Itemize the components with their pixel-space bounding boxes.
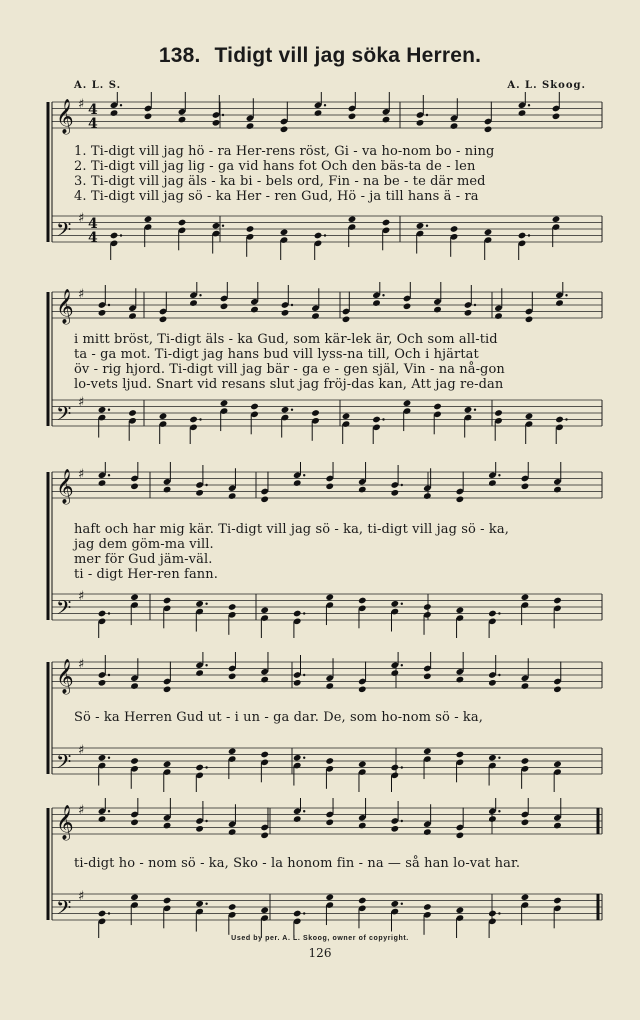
- treble-clef-icon: 𝄞: [56, 469, 74, 504]
- note-head: [212, 222, 221, 230]
- note-head: [348, 113, 357, 121]
- note-head: [342, 412, 351, 420]
- dot-mark: [303, 757, 305, 759]
- note-head: [456, 606, 465, 614]
- note-head: [423, 903, 432, 911]
- lyric-line: ti - digt Her-ren fann.: [74, 567, 218, 582]
- note-head: [450, 122, 459, 130]
- sharp-icon: ♯: [78, 588, 85, 604]
- note-head: [98, 754, 107, 762]
- note-head: [484, 228, 493, 236]
- note-head: [228, 828, 237, 836]
- note-head: [456, 751, 465, 759]
- copyright-note: Used by per. A. L. Skoog, owner of copyright.: [231, 935, 409, 942]
- note-head: [488, 754, 497, 762]
- note-head: [98, 406, 107, 414]
- note-head: [390, 600, 399, 608]
- note-head: [178, 219, 187, 227]
- sharp-icon: ♯: [78, 742, 85, 758]
- note-head: [416, 222, 425, 230]
- note-head: [163, 486, 172, 494]
- note-head: [311, 409, 320, 417]
- note-head: [260, 906, 269, 914]
- note-head: [128, 312, 137, 320]
- note-head: [250, 306, 259, 314]
- dot-mark: [222, 225, 224, 227]
- music-system-3: [44, 462, 604, 638]
- note-head: [159, 316, 168, 324]
- sharp-icon: ♯: [78, 888, 85, 904]
- note-head: [416, 119, 425, 127]
- dot-mark: [565, 294, 567, 296]
- note-head: [195, 600, 204, 608]
- lyric-line: lo-vets ljud. Snart vid resans slut jag fröj-das kan, Att jag re-dan: [74, 377, 504, 392]
- note-head: [390, 489, 399, 497]
- dot-mark: [382, 418, 384, 420]
- music-system-5: [44, 798, 604, 938]
- dot-mark: [199, 418, 201, 420]
- note-head: [358, 597, 367, 605]
- sharp-icon: ♯: [78, 802, 85, 818]
- note-head: [228, 903, 237, 911]
- note-head: [494, 409, 503, 417]
- dot-mark: [498, 612, 500, 614]
- note-head: [456, 906, 465, 914]
- note-head: [372, 299, 381, 307]
- note-head: [553, 486, 562, 494]
- note-head: [98, 610, 107, 618]
- note-head: [488, 910, 497, 918]
- dot-mark: [108, 409, 110, 411]
- dot-mark: [528, 234, 530, 236]
- note-head: [280, 126, 289, 134]
- note-head: [521, 682, 530, 690]
- note-head: [456, 676, 465, 684]
- note-head: [423, 747, 432, 755]
- note-head: [130, 682, 139, 690]
- note-head: [555, 299, 564, 307]
- note-head: [488, 815, 497, 823]
- lyric-line: ta - ga mot. Ti-digt jag hans bud vill lyss-na till, Och i hjärtat: [74, 347, 479, 362]
- dot-mark: [291, 409, 293, 411]
- note-head: [525, 316, 534, 324]
- sharp-icon: ♯: [78, 466, 85, 482]
- bass-clef-icon: 𝄢: [56, 750, 72, 778]
- lyric-line: ti-digt ho - nom sö - ka, Sko - la honom fin - na — så han lo-vat har.: [74, 856, 521, 871]
- time-signature-bottom: 4: [88, 230, 98, 246]
- note-head: [228, 673, 237, 681]
- dot-mark: [108, 757, 110, 759]
- music-system-2: [44, 282, 604, 444]
- note-head: [433, 403, 442, 411]
- note-head: [260, 606, 269, 614]
- composer-credit: A. L. Skoog.: [507, 80, 586, 91]
- note-head: [450, 225, 459, 233]
- note-head: [128, 409, 137, 417]
- lyric-line: Sö - ka Herren Gud ut - i un - ga dar. De, som ho-nom sö - ka,: [74, 710, 483, 725]
- note-head: [521, 483, 530, 491]
- note-head: [553, 822, 562, 830]
- lyric-line: 4. Ti-digt vill jag sö - ka Her - ren Gud, Hö - ja till hans ä - ra: [74, 189, 479, 204]
- dot-mark: [401, 664, 403, 666]
- note-head: [358, 897, 367, 905]
- hymn-title-text: Tidigt vill jag söka Herren.: [214, 44, 482, 67]
- note-head: [314, 109, 323, 117]
- note-head: [521, 819, 530, 827]
- note-head: [390, 900, 399, 908]
- dot-mark: [108, 912, 110, 914]
- note-head: [464, 406, 473, 414]
- bass-clef-icon: 𝄢: [56, 596, 72, 624]
- note-head: [144, 113, 153, 121]
- note-head: [260, 676, 269, 684]
- note-head: [246, 225, 255, 233]
- note-head: [553, 686, 562, 694]
- bass-clef-icon: 𝄢: [56, 896, 72, 924]
- lyric-line: jag dem göm-ma vill.: [74, 537, 214, 552]
- note-head: [293, 815, 302, 823]
- dot-mark: [324, 104, 326, 106]
- note-head: [390, 825, 399, 833]
- dot-mark: [205, 820, 207, 822]
- note-head: [98, 910, 107, 918]
- dot-mark: [382, 294, 384, 296]
- dot-mark: [565, 418, 567, 420]
- note-head: [163, 760, 172, 768]
- dot-mark: [498, 757, 500, 759]
- note-head: [220, 303, 229, 311]
- note-head: [423, 492, 432, 500]
- dot-mark: [108, 674, 110, 676]
- treble-clef-icon: 𝄞: [56, 289, 74, 324]
- dot-mark: [303, 674, 305, 676]
- note-head: [110, 232, 119, 240]
- dot-mark: [205, 484, 207, 486]
- note-head: [195, 825, 204, 833]
- note-head: [358, 760, 367, 768]
- note-head: [358, 486, 367, 494]
- lyric-line: 2. Ti-digt vill jag lig - ga vid hans fot Och den bäs-ta de - len: [74, 159, 476, 174]
- dot-mark: [401, 903, 403, 905]
- note-head: [433, 306, 442, 314]
- note-head: [220, 399, 229, 407]
- note-head: [130, 819, 139, 827]
- note-head: [325, 483, 334, 491]
- note-head: [372, 416, 381, 424]
- dot-mark: [498, 810, 500, 812]
- dot-mark: [120, 234, 122, 236]
- sharp-icon: ♯: [78, 394, 85, 410]
- hymn-title: [0, 44, 640, 68]
- note-head: [228, 747, 237, 755]
- sharp-icon: ♯: [78, 210, 85, 226]
- note-head: [195, 669, 204, 677]
- sharp-icon: ♯: [78, 96, 85, 112]
- dot-mark: [205, 664, 207, 666]
- note-head: [382, 116, 391, 124]
- note-head: [390, 764, 399, 772]
- dot-mark: [199, 294, 201, 296]
- note-head: [130, 483, 139, 491]
- dot-mark: [205, 903, 207, 905]
- note-head: [228, 603, 237, 611]
- dot-mark: [108, 810, 110, 812]
- note-head: [163, 597, 172, 605]
- note-head: [521, 757, 530, 765]
- time-signature-top: 4: [88, 216, 98, 232]
- lyric-line: 3. Ti-digt vill jag äls - ka bi - bels ord, Fin - na be - te där med: [74, 174, 486, 189]
- note-head: [130, 893, 139, 901]
- dot-mark: [401, 766, 403, 768]
- note-head: [553, 760, 562, 768]
- note-head: [130, 593, 139, 601]
- note-head: [553, 897, 562, 905]
- note-head: [382, 219, 391, 227]
- note-head: [518, 232, 527, 240]
- note-head: [358, 822, 367, 830]
- note-head: [163, 822, 172, 830]
- note-head: [494, 312, 503, 320]
- note-head: [130, 757, 139, 765]
- dot-mark: [426, 114, 428, 116]
- note-head: [260, 751, 269, 759]
- note-head: [246, 122, 255, 130]
- note-head: [144, 215, 153, 223]
- note-head: [260, 832, 269, 840]
- bass-clef-icon: 𝄢: [56, 218, 72, 246]
- note-head: [423, 603, 432, 611]
- dot-mark: [108, 612, 110, 614]
- note-head: [325, 819, 334, 827]
- dot-mark: [108, 304, 110, 306]
- dot-mark: [222, 114, 224, 116]
- dot-mark: [205, 766, 207, 768]
- dot-mark: [303, 912, 305, 914]
- dot-mark: [291, 304, 293, 306]
- lyric-line: i mitt bröst, Ti-digt äls - ka Gud, som kär-lek är, Och som all-tid: [74, 332, 498, 347]
- dot-mark: [474, 409, 476, 411]
- dot-mark: [205, 603, 207, 605]
- dot-mark: [401, 603, 403, 605]
- note-head: [195, 489, 204, 497]
- note-head: [423, 673, 432, 681]
- lyricist-credit: A. L. S.: [74, 80, 122, 91]
- note-head: [390, 669, 399, 677]
- note-head: [260, 496, 269, 504]
- lyric-line: haft och har mig kär. Ti-digt vill jag sö - ka, ti-digt vill jag sö - ka,: [74, 522, 509, 537]
- sharp-icon: ♯: [78, 286, 85, 302]
- note-head: [163, 686, 172, 694]
- note-head: [403, 303, 412, 311]
- dot-mark: [528, 104, 530, 106]
- note-head: [228, 492, 237, 500]
- note-head: [163, 897, 172, 905]
- note-head: [98, 479, 107, 487]
- note-head: [488, 610, 497, 618]
- note-head: [159, 412, 168, 420]
- note-head: [178, 116, 187, 124]
- sharp-icon: ♯: [78, 656, 85, 672]
- note-head: [314, 232, 323, 240]
- note-head: [293, 479, 302, 487]
- note-head: [348, 215, 357, 223]
- treble-clef-icon: 𝄞: [56, 805, 74, 840]
- note-head: [325, 893, 334, 901]
- note-head: [281, 406, 290, 414]
- note-head: [195, 900, 204, 908]
- note-head: [342, 316, 351, 324]
- page-number: 126: [308, 946, 332, 960]
- note-head: [518, 109, 527, 117]
- note-head: [521, 893, 530, 901]
- note-head: [464, 309, 473, 317]
- note-head: [525, 412, 534, 420]
- time-signature-bottom: 4: [88, 116, 98, 132]
- note-head: [423, 828, 432, 836]
- dot-mark: [498, 674, 500, 676]
- note-head: [325, 757, 334, 765]
- note-head: [189, 416, 198, 424]
- note-head: [552, 215, 561, 223]
- note-head: [110, 109, 119, 117]
- dot-mark: [401, 820, 403, 822]
- dot-mark: [474, 304, 476, 306]
- lyric-line: mer för Gud jäm-väl.: [74, 552, 213, 567]
- note-head: [488, 479, 497, 487]
- note-head: [521, 593, 530, 601]
- note-head: [189, 299, 198, 307]
- note-head: [293, 754, 302, 762]
- dot-mark: [108, 474, 110, 476]
- note-head: [98, 309, 107, 317]
- note-head: [325, 593, 334, 601]
- music-system-1: [44, 92, 604, 260]
- note-head: [293, 910, 302, 918]
- dot-mark: [324, 234, 326, 236]
- hymn-number: 138.: [158, 44, 201, 67]
- note-head: [403, 399, 412, 407]
- dot-mark: [426, 225, 428, 227]
- note-head: [195, 764, 204, 772]
- treble-clef-icon: 𝄞: [56, 99, 74, 134]
- note-head: [456, 496, 465, 504]
- lyric-line: 1. Ti-digt vill jag hö - ra Her-rens röst, Gi - va ho-nom bo - ning: [74, 144, 495, 159]
- dot-mark: [401, 484, 403, 486]
- note-head: [250, 403, 259, 411]
- note-head: [98, 679, 107, 687]
- note-head: [555, 416, 564, 424]
- note-head: [358, 686, 367, 694]
- note-head: [456, 832, 465, 840]
- note-head: [552, 113, 561, 121]
- dot-mark: [303, 612, 305, 614]
- note-head: [553, 597, 562, 605]
- dot-mark: [120, 104, 122, 106]
- bass-clef-icon: 𝄢: [56, 402, 72, 430]
- note-head: [311, 312, 320, 320]
- note-head: [293, 610, 302, 618]
- time-signature-top: 4: [88, 102, 98, 118]
- note-head: [98, 815, 107, 823]
- treble-clef-icon: 𝄞: [56, 659, 74, 694]
- dot-mark: [498, 474, 500, 476]
- dot-mark: [498, 912, 500, 914]
- note-head: [325, 682, 334, 690]
- note-head: [293, 679, 302, 687]
- note-head: [488, 679, 497, 687]
- note-head: [484, 126, 493, 134]
- dot-mark: [303, 474, 305, 476]
- dot-mark: [303, 810, 305, 812]
- note-head: [281, 309, 290, 317]
- lyric-line: öv - rig hjord. Ti-digt vill jag bär - ga e - gen själ, Vin - na nå-gon: [74, 362, 505, 377]
- music-system-4: [44, 652, 604, 792]
- note-head: [280, 228, 289, 236]
- note-head: [212, 119, 221, 127]
